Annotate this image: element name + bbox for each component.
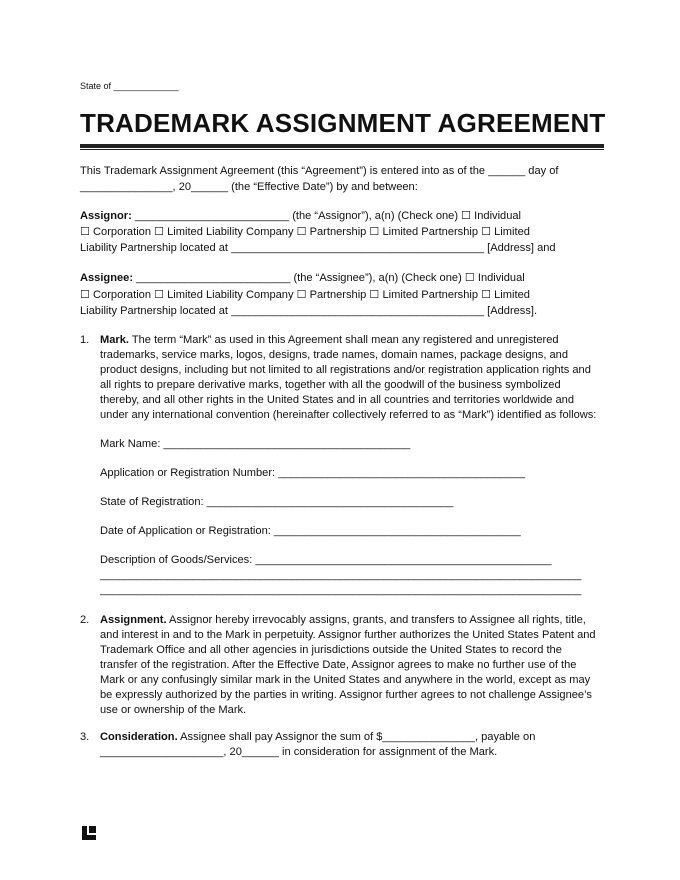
section-2-number: 2. <box>80 614 90 626</box>
assignor-line-3: Liability Partnership located at _________________________________________ [Address] and <box>80 242 556 254</box>
section-2-line-3: Trademark Office and all other agencies in jurisdictions outside the United States to record the <box>100 644 562 656</box>
section-1-line-3: product designs, including but not limited to all registrations and/or registration application rights and <box>100 364 591 376</box>
section-1-line-1-text: The term “Mark” as used in this Agreement shall mean any registered and unregistered <box>128 334 559 346</box>
intro-line-1: This Trademark Assignment Agreement (this “Agreement”) is entered into as of the ______ day of <box>80 165 559 177</box>
section-1-line-1 <box>100 333 559 347</box>
title-rule-thick <box>80 144 604 148</box>
application-number-field: Application or Registration Number: ________________________________________ <box>100 467 525 479</box>
section-2-line-2: and interest in and to the Mark in perpetuity. Assignor further authorizes the United States Patent and <box>100 629 596 641</box>
assignor-line-1 <box>80 209 521 223</box>
section-2-line-6: be expressly authorized by the parties in writing. Assignor further agrees to not challenge Assignee’s <box>100 689 592 701</box>
section-2-line-4: transfer of the registration. After the Effective Date, Assignor agrees to make no further use of the <box>100 659 577 671</box>
assignor-line-1-text: _________________________ (the “Assignor”), a(n) (Check one) ☐ Individual <box>131 210 522 222</box>
section-2-line-7: use or ownership of the Mark. <box>100 704 247 716</box>
section-1-line-2: trademarks, service marks, logos, designs, trade names, domain names, package designs, and <box>100 349 569 361</box>
description-line-3: ______________________________________________________________________________ <box>100 584 582 596</box>
assignee-label: Assignee: <box>80 272 134 284</box>
assignor-label: Assignor: <box>80 210 132 222</box>
section-3-number: 3. <box>80 731 90 743</box>
assignee-line-1 <box>80 271 525 285</box>
state-registration-field: State of Registration: ________________________________________ <box>100 496 454 508</box>
intro-line-2: _______________, 20______ (the “Effective Date”) by and between: <box>80 181 418 193</box>
section-2-line-1 <box>100 613 586 627</box>
section-3-heading: Consideration. <box>100 731 178 743</box>
title-rule-thin <box>80 149 604 150</box>
section-3-line-1 <box>100 730 535 744</box>
brand-logo-icon <box>82 826 96 840</box>
assignee-line-1-text: _________________________ (the “Assignee”), a(n) (Check one) ☐ Individual <box>133 272 525 284</box>
section-2-line-5: Mark or any confusingly similar mark in the United States and anywhere in the world, except as may <box>100 674 591 686</box>
assignor-line-2: ☐ Corporation ☐ Limited Liability Company ☐ Partnership ☐ Limited Partnership ☐ Limited <box>80 226 530 238</box>
section-1-line-5: thereby, and all other rights in the United States and in all countries and territories worldwide and <box>100 394 575 406</box>
section-2-heading: Assignment. <box>100 614 167 626</box>
section-1-line-4: all rights to prepare derivative marks, together with all the goodwill of the business symbolized <box>100 379 561 391</box>
section-3-line-1-text: Assignee shall pay Assignor the sum of $_______________, payable on <box>177 731 536 743</box>
state-of-field: State of _____________ <box>80 81 179 91</box>
description-field: Description of Goods/Services: ________________________________________________ <box>100 554 552 566</box>
section-2-line-1-text: Assignor hereby irrevocably assigns, grants, and transfers to Assignee all rights, title, <box>166 614 586 626</box>
description-line-2: ______________________________________________________________________________ <box>100 569 582 581</box>
date-application-field: Date of Application or Registration: ________________________________________ <box>100 525 521 537</box>
document-title: TRADEMARK ASSIGNMENT AGREEMENT <box>80 108 606 138</box>
assignee-line-2: ☐ Corporation ☐ Limited Liability Company ☐ Partnership ☐ Limited Partnership ☐ Limited <box>80 289 530 301</box>
mark-name-field: Mark Name: ________________________________________ <box>100 438 411 450</box>
section-1-line-6: under any international convention (hereinafter collectively referred to as “Mark”) identified as follows: <box>100 409 597 421</box>
section-3-line-2: ____________________, 20______ in consideration for assignment of the Mark. <box>100 746 498 758</box>
section-1-number: 1. <box>80 334 90 346</box>
section-1-heading: Mark. <box>100 334 129 346</box>
assignee-line-3: Liability Partnership located at _________________________________________ [Address]. <box>80 305 538 317</box>
